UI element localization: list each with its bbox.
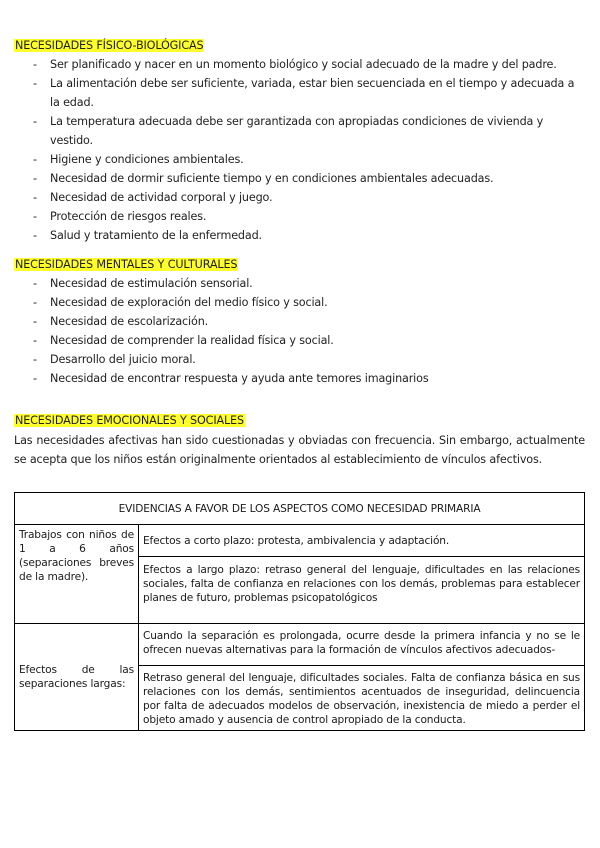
list-item: - Higiene y condiciones ambientales. xyxy=(0,150,600,169)
table-cell: Retraso general del lenguaje, dificultades sociales. Falta de confianza básica en sus relaciones con los demás, sentimientos acentuados de inseguridad, delincuencia por falta de adecuados modelos de observación, inexistencia de miedo a perder el objeto amado y ausencia de control apropiado de la conducta. xyxy=(139,666,585,731)
list-item: - Desarrollo del juicio moral. xyxy=(0,350,600,369)
list-item: - Necesidad de exploración del medio físico y social. xyxy=(0,293,600,312)
heading-mentales-culturales: NECESIDADES MENTALES Y CULTURALES xyxy=(15,258,238,271)
table-row xyxy=(15,525,585,557)
heading-emocionales-sociales: NECESIDADES EMOCIONALES Y SOCIALES xyxy=(15,414,244,427)
table-cell: Efectos a corto plazo: protesta, ambivalencia y adaptación. xyxy=(139,525,585,557)
list-item: - Necesidad de comprender la realidad física y social. xyxy=(0,331,600,350)
table-row xyxy=(15,624,585,666)
list-item: - Necesidad de actividad corporal y juego. xyxy=(0,188,600,207)
list-item: - Necesidad de encontrar respuesta y ayuda ante temores imaginarios xyxy=(0,369,600,388)
list-item: - Ser planificado y nacer en un momento biológico y social adecuado de la madre y del padre. xyxy=(0,55,600,74)
list-item: - Necesidad de dormir suficiente tiempo y en condiciones ambientales adecuadas. xyxy=(0,169,600,188)
table-cell: Efectos a largo plazo: retraso general del lenguaje, dificultades en las relaciones sociales, falta de confianza en relaciones con los demás, problemas para establecer planes de futuro, problemas psicopatológicos xyxy=(139,557,585,624)
heading-fisico-biologicas: NECESIDADES FÍSICO-BIOLÓGICAS xyxy=(15,39,204,52)
list-item: - Necesidad de estimulación sensorial. xyxy=(0,274,600,293)
list-item: - Salud y tratamiento de la enfermedad. xyxy=(0,226,600,245)
table-title: EVIDENCIAS A FAVOR DE LOS ASPECTOS COMO NECESIDAD PRIMARIA xyxy=(15,493,585,525)
row-label-separaciones-breves: Trabajos con niños de 1 a 6 años (separaciones breves de la madre). xyxy=(15,525,139,624)
table-cell: Cuando la separación es prolongada, ocurre desde la primera infancia y no se le ofrecen nuevas alternativas para la formación de vínculos afectivos adecuados- xyxy=(139,624,585,666)
row-label-separaciones-largas: Efectos de las separaciones largas: xyxy=(15,624,139,731)
list-item: - Protección de riesgos reales. xyxy=(0,207,600,226)
evidence-table xyxy=(14,492,585,731)
list-mentales-culturales xyxy=(0,274,600,388)
intro-paragraph: Las necesidades afectivas han sido cuestionadas y obviadas con frecuencia. Sin embargo, actualmente se acepta que los niños están originalmente orientados al establecimiento de vínculos afectivos. xyxy=(14,434,585,466)
table-title-row xyxy=(15,493,585,525)
list-item: - La temperatura adecuada debe ser garantizada con apropiadas condiciones de vivienda y vestido. xyxy=(0,112,600,150)
list-item: - La alimentación debe ser suficiente, variada, estar bien secuenciada en el tiempo y adecuada a la edad. xyxy=(0,74,600,112)
list-fisico-biologicas xyxy=(0,55,600,245)
list-item: - Necesidad de escolarización. xyxy=(0,312,600,331)
